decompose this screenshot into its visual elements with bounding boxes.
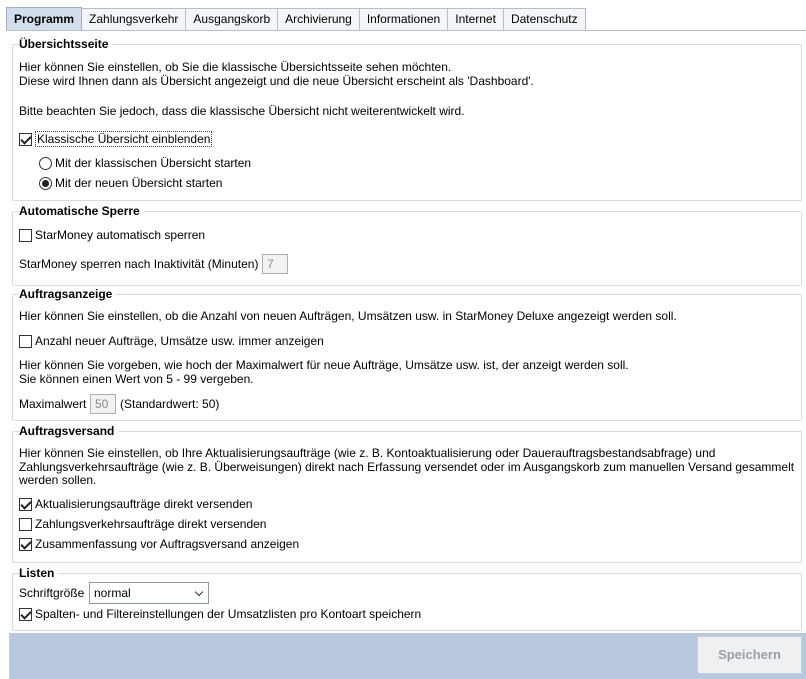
send-updates-directly-checkbox[interactable] <box>19 498 32 511</box>
max-value-default: (Standardwert: 50) <box>120 397 220 411</box>
send-payments-directly-checkbox[interactable] <box>19 518 32 531</box>
footer-bar <box>9 633 806 679</box>
group-title-lock: Automatische Sperre <box>19 204 144 218</box>
order-display-text: Hier können Sie einstellen, ob die Anzahl von neuen Aufträgen, Umsätzen usw. in StarMoney Deluxe angezeigt werden soll. <box>19 309 677 323</box>
group-title-lists: Listen <box>19 566 58 580</box>
show-summary-checkbox[interactable] <box>19 538 32 551</box>
classic-overview-checkbox[interactable] <box>19 133 32 146</box>
max-value-label: Maximalwert <box>19 397 87 411</box>
max-value-input[interactable]: 50 <box>90 394 116 414</box>
inactivity-label: StarMoney sperren nach Inaktivität (Minuten) <box>19 257 259 271</box>
font-size-label: Schriftgröße <box>19 586 85 600</box>
auto-lock-label[interactable]: StarMoney automatisch sperren <box>35 228 206 242</box>
radio-start-classic-label[interactable]: Mit der klassischen Übersicht starten <box>55 156 252 170</box>
tab-programm[interactable]: Programm <box>6 7 82 30</box>
tab-internet[interactable]: Internet <box>448 8 504 30</box>
tab-divider <box>6 30 806 31</box>
font-size-select[interactable] <box>89 582 209 604</box>
tab-informationen[interactable]: Informationen <box>360 8 448 30</box>
font-size-value: normal <box>94 586 131 600</box>
classic-overview-label[interactable]: Klassische Übersicht einblenden <box>37 132 211 146</box>
tab-archivierung[interactable]: Archivierung <box>278 8 360 30</box>
dispatch-text-1: Hier können Sie einstellen, ob Ihre Aktualisierungsaufträge (wie z. B. Kontoaktualisierung oder Dauerauftragsbestandsabfrage) und <box>19 446 716 460</box>
overview-text-2: Diese wird Ihnen dann als Übersicht angezeigt und die neue Übersicht erscheint als 'Dashboard'. <box>19 74 534 88</box>
radio-start-classic[interactable] <box>39 157 52 170</box>
send-payments-directly-label[interactable]: Zahlungsverkehrsaufträge direkt versenden <box>35 517 267 531</box>
tab-zahlungsverkehr[interactable]: Zahlungsverkehr <box>82 8 186 30</box>
show-summary-label[interactable]: Zusammenfassung vor Auftragsversand anzeigen <box>35 537 300 551</box>
group-title-overview: Übersichtsseite <box>19 37 112 51</box>
group-title-order-dispatch: Auftragsversand <box>19 424 118 438</box>
dispatch-text-2: Zahlungsverkehrsaufträge (wie z. B. Überweisungen) direkt nach Erfassung versendet oder im Ausgangskorb zum manuellen Versand gesammelt <box>19 460 795 474</box>
group-lock <box>12 211 802 286</box>
auto-lock-checkbox[interactable] <box>19 229 32 242</box>
save-button[interactable]: Speichern <box>697 636 802 674</box>
inactivity-minutes-input[interactable]: 7 <box>262 254 288 274</box>
save-column-settings-label[interactable]: Spalten- und Filtereinstellungen der Umsatzlisten pro Kontoart speichern <box>35 607 422 621</box>
max-value-text-2: Sie können einen Wert von 5 - 99 vergeben. <box>19 372 254 386</box>
dispatch-text-3: werden sollen. <box>19 473 97 487</box>
tab-bar <box>6 7 586 30</box>
overview-text-3: Bitte beachten Sie jedoch, dass die klassische Übersicht nicht weiterentwickelt wird. <box>19 104 465 118</box>
show-new-counts-checkbox[interactable] <box>19 335 32 348</box>
radio-start-new-label[interactable]: Mit der neuen Übersicht starten <box>55 176 223 190</box>
tab-ausgangskorb[interactable]: Ausgangskorb <box>186 8 278 30</box>
max-value-text-1: Hier können Sie vorgeben, wie hoch der Maximalwert für neue Aufträge, Umsätze usw. ist, der anzeigt werden soll. <box>19 358 629 372</box>
show-new-counts-label[interactable]: Anzahl neuer Aufträge, Umsätze usw. immer anzeigen <box>35 334 324 348</box>
group-title-order-display: Auftragsanzeige <box>19 287 116 301</box>
chevron-down-icon <box>195 588 203 596</box>
tab-datenschutz[interactable]: Datenschutz <box>504 8 586 30</box>
overview-text-1: Hier können Sie einstellen, ob Sie die klassische Übersichtsseite sehen möchten. <box>19 60 452 74</box>
radio-start-new[interactable] <box>39 177 52 190</box>
send-updates-directly-label[interactable]: Aktualisierungsaufträge direkt versenden <box>35 497 253 511</box>
save-column-settings-checkbox[interactable] <box>19 608 32 621</box>
